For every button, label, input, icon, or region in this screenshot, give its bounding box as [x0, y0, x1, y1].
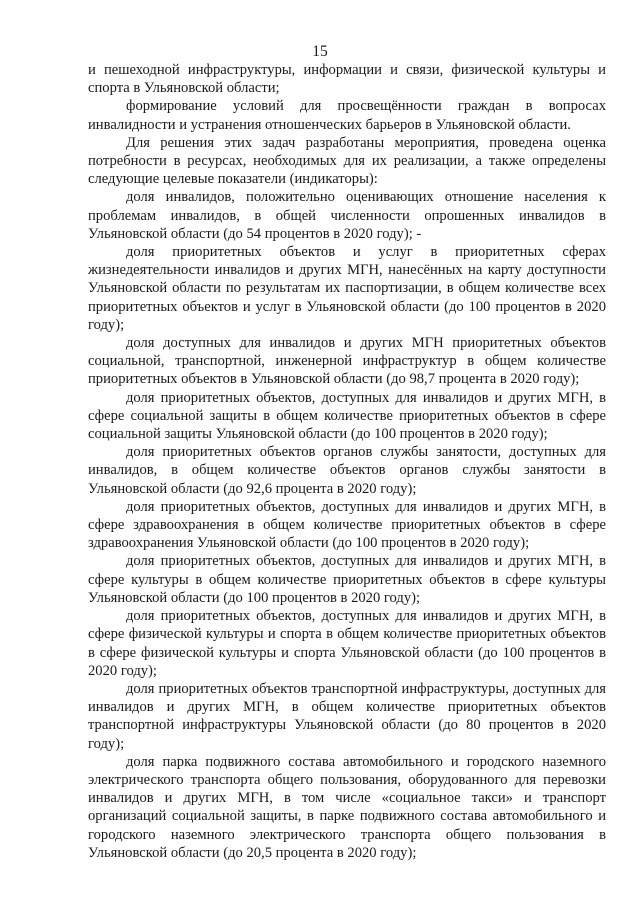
paragraph: доля приоритетных объектов, доступных для инвалидов и других МГН, в сфере здравоохранения в общем количестве приоритетных объектов в сфере здравоохранения Ульяновской области (до 100 процентов в 2020 году); [88, 498, 606, 552]
paragraph: доля доступных для инвалидов и других МГН приоритетных объектов социальной, транспортной, инженерной инфраструктур в общем количестве приоритетных объектов в Ульяновской области (до 98,7 процента в 2020 году); [88, 335, 606, 388]
paragraph: и пешеходной инфраструктуры, информации и связи, физической культуры и спорта в Ульяновской области; [88, 62, 606, 97]
paragraph: доля инвалидов, положительно оценивающих отношение населения к проблемам инвалидов, в общей численности опрошенных инвалидов в Ульяновской области (до 54 процентов в 2020 году); - [88, 189, 606, 242]
paragraph: доля приоритетных объектов, доступных для инвалидов и других МГН, в сфере физической культуры и спорта в общем количестве приоритетных объектов в сфере физической культуры и спорта Ульяновской области (до 100 процентов в 2020 году); [88, 608, 606, 679]
paragraph: доля приоритетных объектов и услуг в приоритетных сферах жизнедеятельности инвалидов и других МГН, нанесённых на карту доступности Ульяновской области по результатам их паспортизации, в общем количестве всех приоритетных объектов и услуг в Ульяновской области (до 100 процентов в 2020 году); [88, 244, 606, 333]
paragraph: доля приоритетных объектов органов службы занятости, доступных для инвалидов, в общем количестве объектов органов службы занятости в Ульяновской области (до 92,6 процента в 2020 году); [88, 444, 606, 497]
body-text [88, 61, 606, 862]
paragraph: доля приоритетных объектов, доступных для инвалидов и других МГН, в сфере культуры в общем количестве приоритетных объектов в сфере культуры Ульяновской области (до 100 процентов в 2020 году); [88, 553, 606, 606]
paragraph: доля парка подвижного состава автомобильного и городского наземного электрического транспорта общего пользования, оборудованного для перевозки инвалидов и других МГН, в том числе «социальное такси» и транспорт организаций социальной защиты, в парке подвижного состава автомобильного и городского наземного электрического транспорта общего пользования в Ульяновской области (до 20,5 процента в 2020 году); [88, 753, 606, 861]
paragraph: доля приоритетных объектов транспортной инфраструктуры, доступных для инвалидов и других МГН, в общем количестве приоритетных объектов транспортной инфраструктуры Ульяновской области (до 80 процентов в 2020 году); [88, 680, 606, 752]
paragraph: формирование условий для просвещённости граждан в вопросах инвалидности и устранения отношенческих барьеров в Ульяновской области. [88, 98, 606, 133]
paragraph: Для решения этих задач разработаны мероприятия, проведена оценка потребности в ресурсах, необходимых для их реализации, а также определены следующие целевые показатели (индикаторы): [88, 134, 606, 188]
page-number: 15 [312, 43, 328, 60]
paragraph: доля приоритетных объектов, доступных для инвалидов и других МГН, в сфере социальной защиты в общем количестве приоритетных объектов в сфере социальной защиты Ульяновской области (до 100 процентов в 2020 году); [88, 389, 606, 443]
